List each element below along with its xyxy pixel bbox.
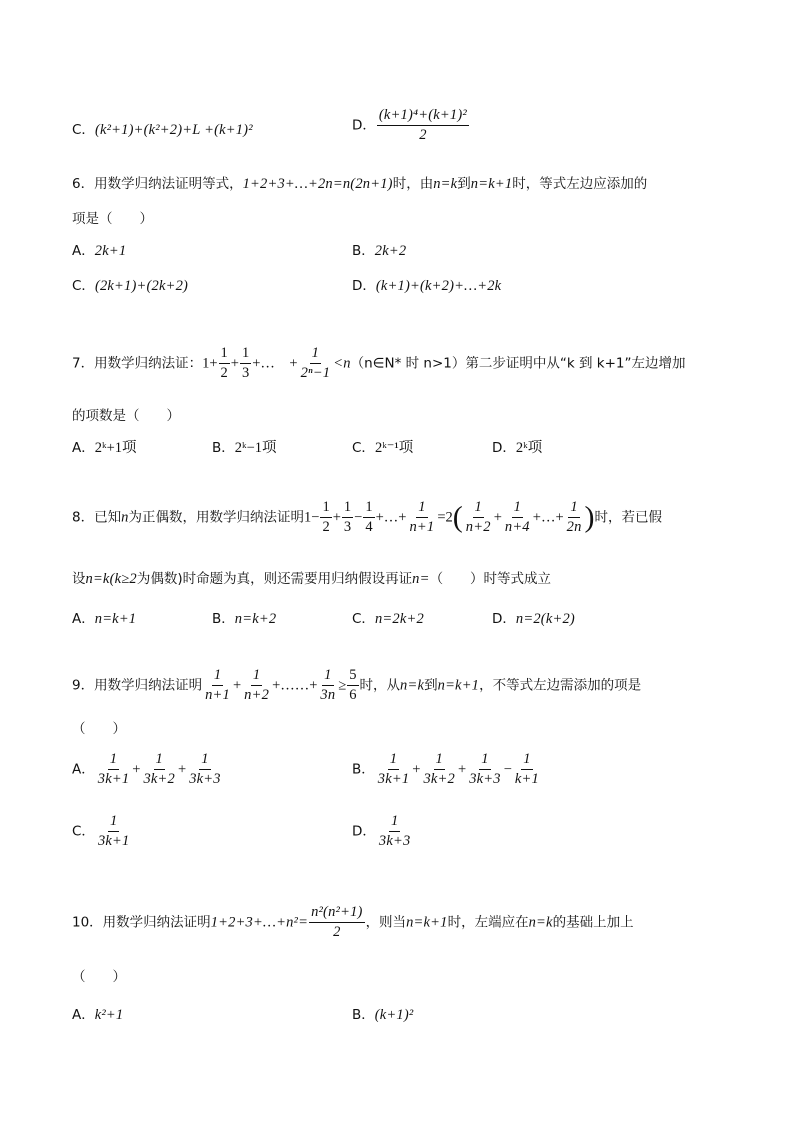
q7-fraction-3: $\frac{1}{\text{2ⁿ−1}}$ (300, 345, 331, 382)
q5-option-c-expr: (k²+1)+(k²+2)+L +(k+1)² (94, 122, 253, 138)
q10-option-b: B．(k+1)² (352, 1007, 414, 1023)
q8-fraction-third: $\frac{1}{3}$ (343, 499, 352, 536)
q8-fraction-n4: $\frac{1}{n+4}$ (504, 499, 530, 536)
q10-stem: 10．用数学归纳法证明1+2+3+…+n²= $\frac{\text{n²(n²+1)}}{2}$ ，则当n=k+1时，左端应在n=k的基础上加上 (72, 904, 634, 941)
q6-option-a: A．2k+1 (72, 243, 127, 259)
q8-right-paren: ) (584, 500, 595, 534)
q5-option-d: D． $\frac{\text{(k+1)⁴+(k+1)²}}{2}$ (352, 107, 467, 144)
q9-fraction-n2: $\frac{1}{n+2}$ (244, 667, 270, 704)
q9-b-frac-2: $\frac{1}{3k+2}$ (423, 751, 456, 788)
q7-option-c: C．2ᵏ⁻¹项 (352, 440, 414, 456)
q8-option-d: D．n=2(k+2) (492, 611, 575, 627)
q8-option-c: C．n=2k+2 (352, 611, 424, 627)
q9-option-a: A． $\frac{1}{3k+1}$ + $\frac{1}{3k+2}$ + $\frac{1}{3k+3}$ (72, 751, 221, 788)
q10-option-a: A．k²+1 (72, 1007, 124, 1023)
q9-option-b: B． $\frac{1}{3k+1}$ + $\frac{1}{3k+2}$ + $\frac{1}{3k+3}$ − $\frac{1}{k+1}$ (352, 751, 539, 788)
q8-fraction-n2: $\frac{1}{n+2}$ (465, 499, 491, 536)
q7-fraction-1: $\frac{1}{2}$ (220, 345, 228, 382)
q9-d-frac: $\frac{1}{3k+3}$ (378, 813, 411, 850)
q6-option-c: C．(2k+1)+(2k+2) (72, 278, 189, 294)
q9-option-d: D． $\frac{1}{3k+3}$ (352, 813, 411, 850)
q9-option-c: C． $\frac{1}{3k+1}$ (72, 813, 130, 850)
q9-b-frac-3: $\frac{1}{3k+3}$ (469, 751, 501, 788)
q9-a-frac-2: $\frac{1}{3k+2}$ (143, 751, 175, 788)
q7-option-a: A．2ᵏ+1项 (72, 440, 137, 456)
q8-option-b: B．n=k+2 (212, 611, 277, 627)
q10-stem-line2: （ ） (72, 969, 126, 985)
q7-option-d: D．2ᵏ项 (492, 440, 543, 456)
q7-option-b: B．2ᵏ−1项 (212, 440, 277, 456)
q10-rhs-fraction: $\frac{\text{n²(n²+1)}}{2}$ (311, 904, 363, 941)
q9-stem: 9．用数学归纳法证明 $\frac{1}{n+1}$ + $\frac{1}{n+2}$ +……+ $\frac{1}{3n}$ ≥ $\frac{5}{6}$ 时，从n=k到n=k+1，不等式左边需添加的项是 (72, 667, 642, 704)
q8-stem: 8．已知n为正偶数，用数学归纳法证明1− $\frac{1}{2}$ + $\frac{1}{3}$ − $\frac{1}{4}$ +…+ $\frac{1}{n+1}$ =2( $\frac{1}{n+2}$ + $\frac{1}{n+4}$ +…+ $\frac{1}{2n}$ )时，若已假 (72, 499, 663, 536)
q6-option-d: D．(k+1)+(k+2)+…+2k (352, 278, 502, 294)
q6-stem: 6．用数学归纳法证明等式，1+2+3+…+2n=n(2n+1)时，由n=k到n=k+1时，等式左边应添加的 (72, 176, 648, 192)
q8-option-a: A．n=k+1 (72, 611, 137, 627)
q5-option-c: C．(k²+1)+(k²+2)+L +(k+1)² (72, 122, 253, 138)
q7-stem: 7．用数学归纳法证：1+ $\frac{1}{2}$ + $\frac{1}{3}$ +… + $\frac{1}{\text{2ⁿ−1}}$ <n（n∈N* 时 n>1）第二步证明中从“k 到 k+1”左边增加 (72, 345, 686, 382)
q7-fraction-2: $\frac{1}{3}$ (241, 345, 250, 382)
q9-b-frac-1: $\frac{1}{3k+1}$ (377, 751, 410, 788)
q6-stem-line2: 项是（ ） (72, 211, 153, 227)
q9-a-frac-3: $\frac{1}{3k+3}$ (189, 751, 221, 788)
q6-option-b: B．2k+2 (352, 243, 407, 259)
q9-fraction-n1: $\frac{1}{n+1}$ (205, 667, 230, 704)
q9-fraction-3n: $\frac{1}{3n}$ (320, 667, 336, 704)
q9-stem-line2: （ ） (72, 721, 126, 737)
q8-left-paren: ( (452, 500, 463, 534)
q9-b-frac-4: $\frac{1}{k+1}$ (514, 751, 539, 788)
q7-stem-line2: 的项数是（ ） (72, 408, 180, 424)
q8-fraction-half: $\frac{1}{2}$ (322, 499, 330, 536)
q8-fraction-n1: $\frac{1}{n+1}$ (409, 499, 435, 536)
q8-stem-line2: 设n=k(k≥2为偶数)时命题为真，则还需要用归纳假设再证n=（ ）时等式成立 (72, 571, 552, 587)
q9-c-frac: $\frac{1}{3k+1}$ (97, 813, 130, 850)
q9-a-frac-1: $\frac{1}{3k+1}$ (97, 751, 130, 788)
q9-fraction-five-sixths: $\frac{5}{6}$ (349, 667, 357, 704)
q8-fraction-quarter: $\frac{1}{4}$ (365, 499, 373, 536)
q8-fraction-2n: $\frac{1}{2n}$ (566, 499, 582, 536)
q5-option-d-fraction: $\frac{\text{(k+1)⁴+(k+1)²}}{2}$ (378, 107, 467, 144)
